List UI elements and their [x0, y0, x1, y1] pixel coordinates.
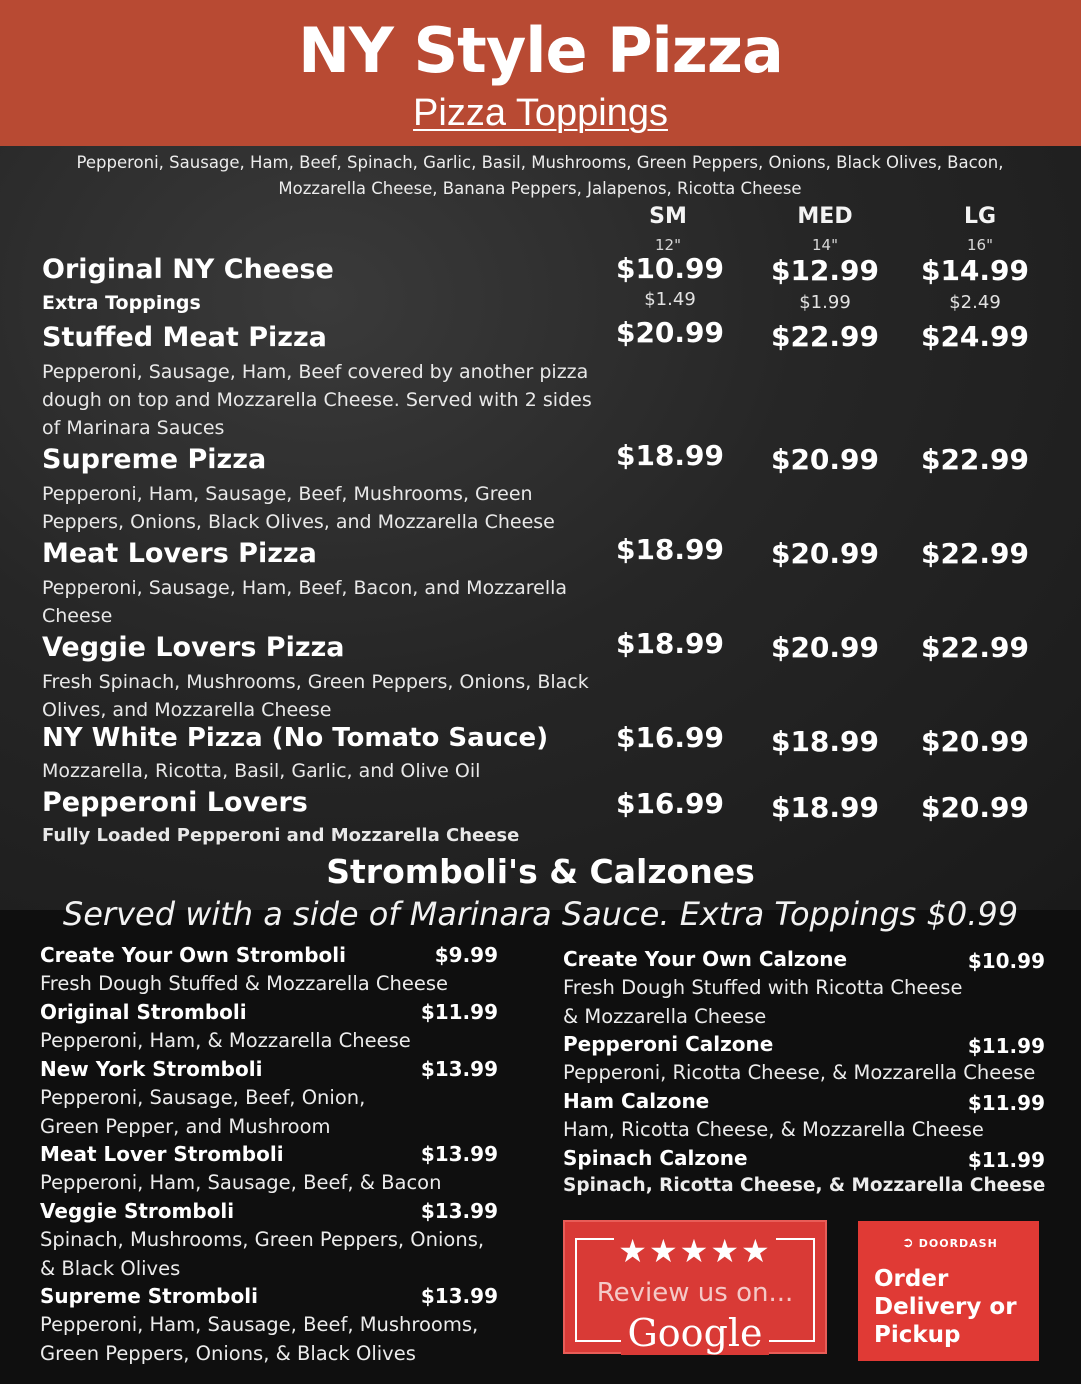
- doordash-logo-icon: ➲ DOORDASH: [902, 1235, 998, 1251]
- google-review-button[interactable]: [563, 1220, 827, 1354]
- price-lg: $20.99: [920, 791, 1030, 824]
- stromboli-name: Veggie Stromboli: [40, 1199, 235, 1223]
- pizza-description: Pepperoni, Sausage, Ham, Beef, Bacon, and Mozzarella Cheese: [42, 577, 568, 627]
- calzone-price: $11.99: [967, 1148, 1045, 1172]
- price-lg: $22.99: [920, 631, 1030, 664]
- price-sm: $16.99: [615, 787, 725, 820]
- pizza-description: Fully Loaded Pepperoni and Mozzarella Cheese: [42, 825, 520, 846]
- star-icon: ★★★★★: [577, 1236, 813, 1266]
- pizza-name: Original NY Cheese: [42, 254, 334, 285]
- calzone-name: Spinach Calzone: [563, 1146, 748, 1170]
- pizza-name: Supreme Pizza: [42, 444, 267, 475]
- pizza-description: Fresh Spinach, Mushrooms, Green Peppers, Onions, Black Olives, and Mozzarella Cheese: [42, 671, 589, 721]
- pizza-name: Meat Lovers Pizza: [42, 538, 317, 569]
- extra-price-med: $1.99: [799, 292, 851, 313]
- price-med: $22.99: [770, 320, 880, 353]
- pizza-name: Pepperoni Lovers: [42, 787, 308, 818]
- size-header-lg: LG: [963, 204, 997, 229]
- stromboli-price: $13.99: [420, 1142, 498, 1166]
- price-sm: $20.99: [615, 316, 725, 349]
- pizza-name: Stuffed Meat Pizza: [42, 322, 327, 353]
- calzone-name: Pepperoni Calzone: [563, 1032, 774, 1056]
- stromboli-name: New York Stromboli: [40, 1057, 263, 1081]
- stromboli-description: Pepperoni, Ham, Sausage, Beef, & Bacon: [40, 1171, 442, 1194]
- calzone-description: Ham, Ricotta Cheese, & Mozzarella Cheese: [563, 1118, 984, 1141]
- calzone-name: Create Your Own Calzone: [563, 947, 848, 971]
- pizza-description: Mozzarella, Ricotta, Basil, Garlic, and Olive Oil: [42, 760, 481, 782]
- section-title: Stromboli's & Calzones: [326, 852, 755, 891]
- page-title: NY Style Pizza: [298, 14, 783, 87]
- stromboli-name: Original Stromboli: [40, 1000, 247, 1024]
- extra-price-lg: $2.49: [949, 292, 1001, 313]
- toppings-subtitle: Pizza Toppings: [413, 92, 668, 134]
- pizza-description: Pepperoni, Sausage, Ham, Beef covered by another pizza dough on top and Mozzarella Cheese. Served with 2 sides of Marinara Sauces: [42, 361, 592, 439]
- price-sm: $18.99: [615, 627, 725, 660]
- section-note: Served with a side of Marinara Sauce. Extra Toppings $0.99: [62, 895, 1019, 933]
- calzone-description: Fresh Dough Stuffed with Ricotta Cheese & Mozzarella Cheese: [563, 976, 963, 1028]
- calzone-description: Pepperoni, Ricotta Cheese, & Mozzarella Cheese: [563, 1061, 1036, 1084]
- price-lg: $24.99: [920, 320, 1030, 353]
- stromboli-price: $9.99: [434, 943, 498, 967]
- price-sm: $18.99: [615, 439, 725, 472]
- size-inches-lg: 16": [967, 236, 993, 254]
- size-inches-med: 14": [812, 236, 838, 254]
- calzone-name: Ham Calzone: [563, 1089, 710, 1113]
- calzone-description: Spinach, Ricotta Cheese, & Mozzarella Cheese: [563, 1175, 1046, 1196]
- price-lg: $14.99: [920, 254, 1030, 287]
- extra-price-sm: $1.49: [644, 289, 696, 310]
- stromboli-description: Spinach, Mushrooms, Green Peppers, Onions, & Black Olives: [40, 1228, 485, 1280]
- size-header-sm: SM: [649, 204, 687, 229]
- calzone-price: $10.99: [967, 949, 1045, 973]
- price-med: $20.99: [770, 443, 880, 476]
- stromboli-price: $13.99: [420, 1057, 498, 1081]
- size-inches-sm: 12": [655, 236, 681, 254]
- pizza-name: NY White Pizza (No Tomato Sauce): [42, 723, 549, 753]
- calzone-price: $11.99: [967, 1091, 1045, 1115]
- stromboli-name: Meat Lover Stromboli: [40, 1142, 284, 1166]
- pizza-name: Veggie Lovers Pizza: [42, 632, 345, 663]
- toppings-list: Pepperoni, Sausage, Ham, Beef, Spinach, Garlic, Basil, Mushrooms, Green Peppers, Onions, Black Olives, Bacon, Mozzarella Cheese, Banana Peppers, Jalapenos, Ricotta Cheese: [76, 153, 1004, 198]
- review-frame: [575, 1232, 815, 1355]
- price-lg: $22.99: [920, 443, 1030, 476]
- stromboli-description: Pepperoni, Sausage, Beef, Onion, Green Pepper, and Mushroom: [40, 1086, 366, 1138]
- pizza-description: Pepperoni, Ham, Sausage, Beef, Mushrooms, Green Peppers, Onions, Black Olives, and Mozzarella Cheese: [42, 483, 555, 533]
- extra-toppings-label: Extra Toppings: [42, 292, 201, 314]
- stromboli-description: Pepperoni, Ham, Sausage, Beef, Mushrooms, Green Peppers, Onions, & Black Olives: [40, 1313, 479, 1365]
- price-sm: $10.99: [615, 252, 725, 285]
- stromboli-description: Pepperoni, Ham, & Mozzarella Cheese: [40, 1029, 411, 1052]
- stromboli-name: Supreme Stromboli: [40, 1284, 258, 1308]
- order-delivery-label: Order Delivery or Pickup: [874, 1266, 1017, 1348]
- price-med: $20.99: [770, 537, 880, 570]
- stromboli-name: Create Your Own Stromboli: [40, 943, 346, 967]
- doordash-order-button[interactable]: [858, 1221, 1039, 1361]
- google-wordmark: Google: [577, 1314, 813, 1352]
- price-med: $12.99: [770, 254, 880, 287]
- stromboli-description: Fresh Dough Stuffed & Mozzarella Cheese: [40, 972, 449, 995]
- calzone-price: $11.99: [967, 1034, 1045, 1058]
- stromboli-price: $11.99: [420, 1000, 498, 1024]
- price-med: $18.99: [770, 791, 880, 824]
- price-lg: $22.99: [920, 537, 1030, 570]
- stromboli-price: $13.99: [420, 1284, 498, 1308]
- size-header-med: MED: [797, 204, 853, 229]
- price-med: $20.99: [770, 631, 880, 664]
- menu-header: [0, 0, 1081, 146]
- price-lg: $20.99: [920, 725, 1030, 758]
- price-sm: $18.99: [615, 533, 725, 566]
- review-label: Review us on...: [596, 1278, 794, 1308]
- price-med: $18.99: [770, 725, 880, 758]
- stromboli-price: $13.99: [420, 1199, 498, 1223]
- price-sm: $16.99: [615, 721, 725, 754]
